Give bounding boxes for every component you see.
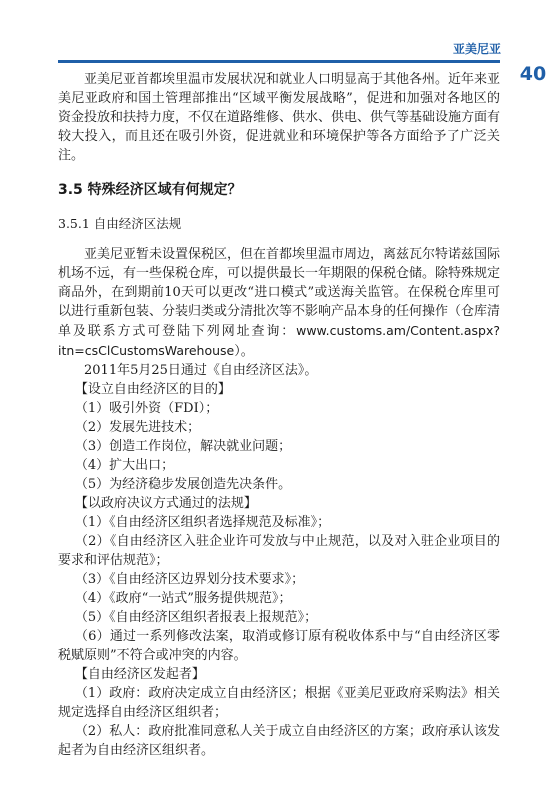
bonded-warehouse-text: 亚美尼亚暂未设置保税区，但在首都埃里温市周边，离兹瓦尔特诺兹国际机场不远，有一些保税仓库，可以提供最长一年期限的保税仓储。除特殊规定商品外，在到期前10天可以更改“进口模式”或送海关监管。在保税仓库里可以进行重新包装、分装归类或分清批次等不影响产品本身的任何操作（仓库清单及联系方式可登陆下列网址查询： [58, 247, 501, 339]
initiator-heading: 【自由经济区发起者】 [74, 667, 205, 682]
bonded-warehouse-paragraph [58, 245, 500, 361]
header-divider [58, 60, 500, 63]
regulation-item: （4）《政府“一站式”服务提供规范》； [74, 591, 292, 606]
initiator-item: （1）政府：政府决定成立自由经济区；根据《亚美尼亚政府采购法》相关规定选择自由经济区组织者； [58, 686, 500, 720]
page-content [58, 70, 500, 760]
purpose-item: （3）创造工作岗位，解决就业问题； [74, 439, 292, 454]
subsection-title: 3.5.1 自由经济区法规 [58, 216, 182, 231]
regulation-item: （5）《自由经济区组织者报表上报规范》； [74, 610, 318, 625]
intro-paragraph: 亚美尼亚首都埃里温市发展状况和就业人口明显高于其他各州。近年来亚美尼亚政府和国土管理部推出“区域平衡发展战略”，促进和加强对各地区的资金投放和扶持力度，不仅在道路维修、供水、供电、供气等基础设施方面有较大投入，而且还在吸引外资，促进就业和环境保护等各方面给予了广泛关注。 [58, 72, 501, 163]
purpose-item: （2）发展先进技术； [74, 420, 201, 435]
purpose-item: （4）扩大出口； [74, 458, 175, 473]
purpose-item: （1）吸引外资（FDI）； [74, 401, 219, 416]
page-number: 40 [511, 60, 555, 88]
regulations-heading: 【以政府决议方式通过的法规】 [74, 496, 257, 511]
header-country-label: 亚美尼亚 [452, 42, 501, 56]
law-passed-line: 2011年5月25日通过《自由经济区法》。 [84, 363, 318, 378]
regulation-item: （1）《自由经济区组织者选择规范及标准》； [74, 515, 331, 530]
purpose-heading: 【设立自由经济区的目的】 [74, 382, 231, 397]
regulation-item: （2）《自由经济区入驻企业许可发放与中止规范，以及对入驻企业项目的要求和评估规范》； [58, 534, 500, 568]
regulation-item: （6）通过一系列修改法案，取消或修订原有税收体系中与“自由经济区零税赋原则”不符合或冲突的内容。 [58, 629, 500, 663]
purpose-item: （5）为经济稳步发展创造先决条件。 [74, 477, 292, 492]
regulation-item: （3）《自由经济区边界划分技术要求》； [74, 572, 305, 587]
section-title: 3.5 特殊经济区域有何规定？ [58, 182, 242, 198]
initiator-item: （2）私人：政府批准同意私人关于成立自由经济区的方案；政府承认该发起者为自由经济区组织者。 [58, 724, 500, 758]
bonded-warehouse-text-end: ）。 [234, 344, 254, 359]
customs-url-link[interactable]: www.customs.am/Content.aspx?itn=csClCustomsWarehouse [58, 323, 500, 358]
